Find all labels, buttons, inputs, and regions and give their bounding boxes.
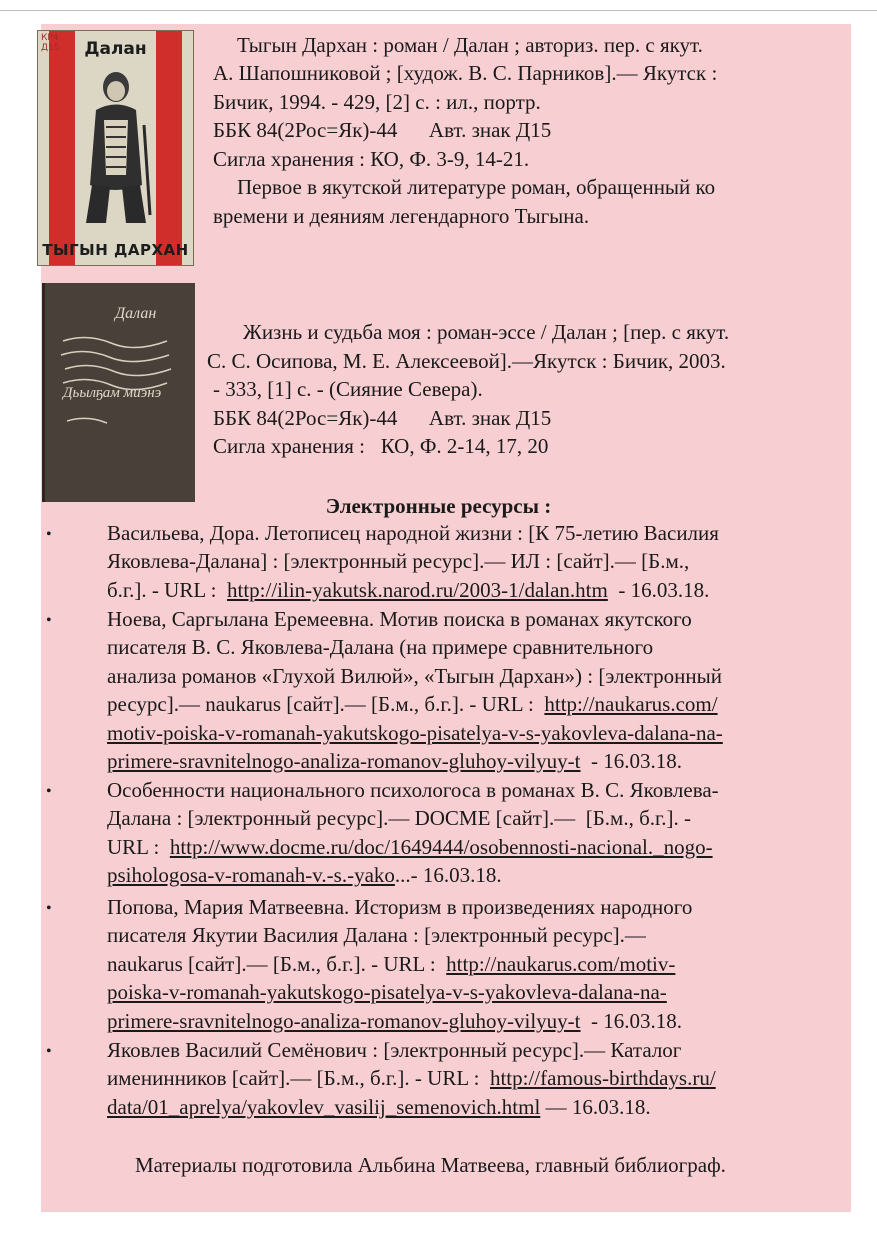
resource-3-line-4: psihologosa-v-romanah-v.-s.-yako...- 16.03.18.	[107, 863, 502, 887]
bullet-icon: •	[46, 612, 52, 629]
book-2-line-1: Жизнь и судьба моя : роман-эссе / Далан ; [пер. с якут.	[243, 320, 730, 344]
cover-red-band-right	[156, 31, 182, 265]
bullet-icon: •	[46, 900, 52, 917]
cover-red-band-left	[49, 31, 75, 265]
bullet-icon: •	[46, 783, 52, 800]
resource-4-line-4	[107, 978, 667, 1007]
cover-author: Далан	[115, 305, 157, 322]
bullet-icon: •	[46, 1043, 52, 1060]
resource-2-link-part-1[interactable]: http://naukarus.com/	[544, 692, 718, 716]
resource-2-line-5	[107, 719, 723, 748]
resource-2-line-6: primere-sravnitelnogo-analiza-romanov-gluhoy-vilyuy-t - 16.03.18.	[107, 749, 683, 773]
resource-1-line-2: Яковлева-Далана] : [электронный ресурс].— ИЛ : [сайт].— [Б.м.,	[107, 549, 690, 573]
resource-4-link-part-2[interactable]: poiska-v-romanah-yakutskogo-pisatelya-v-s-yakovleva-dalana-na-	[107, 980, 667, 1004]
cover-title: Дьылҕам миэнэ	[63, 385, 162, 401]
resource-1-line-1: Васильева, Дора. Летописец народной жизни : [К 75-летию Василия	[107, 521, 719, 545]
resource-5-line-2: именинников [сайт].— [Б.м., б.г.]. - URL : http://famous-birthdays.ru/	[107, 1066, 716, 1090]
top-divider	[0, 10, 877, 11]
resource-1-line-3: б.г.]. - URL : http://ilin-yakutsk.narod.ru/2003-1/dalan.htm - 16.03.18.	[107, 578, 710, 602]
cover-author: Далан	[84, 39, 147, 59]
resource-3-line-3: URL : http://www.docme.ru/doc/1649444/osobennosti-nacional._nogo-	[107, 835, 713, 859]
footer-credit: Материалы подготовила Альбина Матвеева, главный библиограф.	[135, 1153, 726, 1177]
resource-4-link-part-3[interactable]: primere-sravnitelnogo-analiza-romanov-gluhoy-vilyuy-t	[107, 1009, 581, 1033]
resource-2-line-3: анализа романов «Глухой Вилюй», «Тыгын Дархан») : [электронный	[107, 664, 722, 688]
book-1-annotation-2: времени и деяниям легендарного Тыгына.	[213, 204, 590, 228]
book-2-line-2: С. С. Осипова, М. Е. Алексеевой].—Якутск : Бичик, 2003.	[207, 349, 726, 373]
book-1-storage: Сигла хранения : КО, Ф. 3-9, 14-21.	[213, 147, 530, 171]
resource-3-line-2: Далана : [электронный ресурс].— DOCME [сайт].— [Б.м., б.г.]. -	[107, 806, 691, 830]
book-cover-zhizn-i-sudba	[42, 283, 195, 502]
book-1-bbk: ББК 84(2Рос=Як)-44 Авт. знак Д15	[213, 118, 552, 142]
resource-3-link-part-2[interactable]: psihologosa-v-romanah-v.-s.-yako	[107, 863, 395, 887]
resource-1-link[interactable]: http://ilin-yakutsk.narod.ru/2003-1/dalan.htm	[226, 578, 608, 602]
warrior-illustration	[76, 65, 156, 225]
book-2-line-3: - 333, [1] с. - (Сияние Севера).	[213, 377, 483, 401]
resources-heading: Электронные ресурсы :	[325, 494, 552, 518]
cover-title: ТЫГЫН ДАРХАН	[42, 241, 189, 259]
resource-5-line-1: Яковлев Василий Семёнович : [электронный ресурс].— Каталог	[107, 1038, 682, 1062]
book-1-line-2: А. Шапошниковой ; [худож. В. С. Парников].— Якутск :	[213, 61, 718, 85]
resource-4-line-3: naukarus [сайт].— [Б.м., б.г.]. - URL : http://naukarus.com/motiv-	[107, 952, 676, 976]
book-2-storage: Сигла хранения : КО, Ф. 2-14, 17, 20	[213, 434, 549, 458]
resource-2-line-1: Ноева, Саргылана Еремеевна. Мотив поиска в романах якутского	[107, 607, 692, 631]
cover-library-mark: КР4 Д15	[41, 33, 60, 53]
resource-3-link-part-1[interactable]: http://www.docme.ru/doc/1649444/osobennosti-nacional._nogo-	[169, 835, 713, 859]
book-1-line-3: Бичик, 1994. - 429, [2] с. : ил., портр.	[213, 90, 541, 114]
book-1-line-1: Тыгын Дархан : роман / Далан ; авториз. пер. с якут.	[237, 33, 703, 57]
bullet-icon: •	[46, 526, 52, 543]
resource-5-line-3: data/01_aprelya/yakovlev_vasilij_semenovich.html — 16.03.18.	[107, 1095, 651, 1119]
handwriting-decoration	[57, 331, 187, 431]
resource-2-line-2: писателя В. С. Яковлева-Далана (на примере сравнительного	[107, 635, 654, 659]
resource-3-line-1: Особенности национального психологоса в романах В. С. Яковлева-	[107, 778, 719, 802]
book-cover-tygyn-darkhan	[37, 30, 194, 266]
resource-4-line-5: primere-sravnitelnogo-analiza-romanov-gluhoy-vilyuy-t - 16.03.18.	[107, 1009, 683, 1033]
book-2-bbk: ББК 84(2Рос=Як)-44 Авт. знак Д15	[213, 406, 552, 430]
resource-4-link-part-1[interactable]: http://naukarus.com/motiv-	[446, 952, 676, 976]
book-1-annotation-1: Первое в якутской литературе роман, обращенный ко	[237, 175, 716, 199]
resource-5-link-part-2[interactable]: data/01_aprelya/yakovlev_vasilij_semenovich.html	[107, 1095, 541, 1119]
resource-4-line-2: писателя Якутии Василия Далана : [электронный ресурс].—	[107, 923, 646, 947]
resource-5-link-part-1[interactable]: http://famous-birthdays.ru/	[489, 1066, 716, 1090]
resource-4-line-1: Попова, Мария Матвеевна. Историзм в произведениях народного	[107, 895, 693, 919]
resource-2-link-part-2[interactable]: motiv-poiska-v-romanah-yakutskogo-pisatelya-v-s-yakovleva-dalana-na-	[107, 721, 723, 745]
resource-2-line-4: ресурс].— naukarus [сайт].— [Б.м., б.г.]. - URL : http://naukarus.com/	[107, 692, 718, 716]
resource-2-link-part-3[interactable]: primere-sravnitelnogo-analiza-romanov-gluhoy-vilyuy-t	[107, 749, 581, 773]
